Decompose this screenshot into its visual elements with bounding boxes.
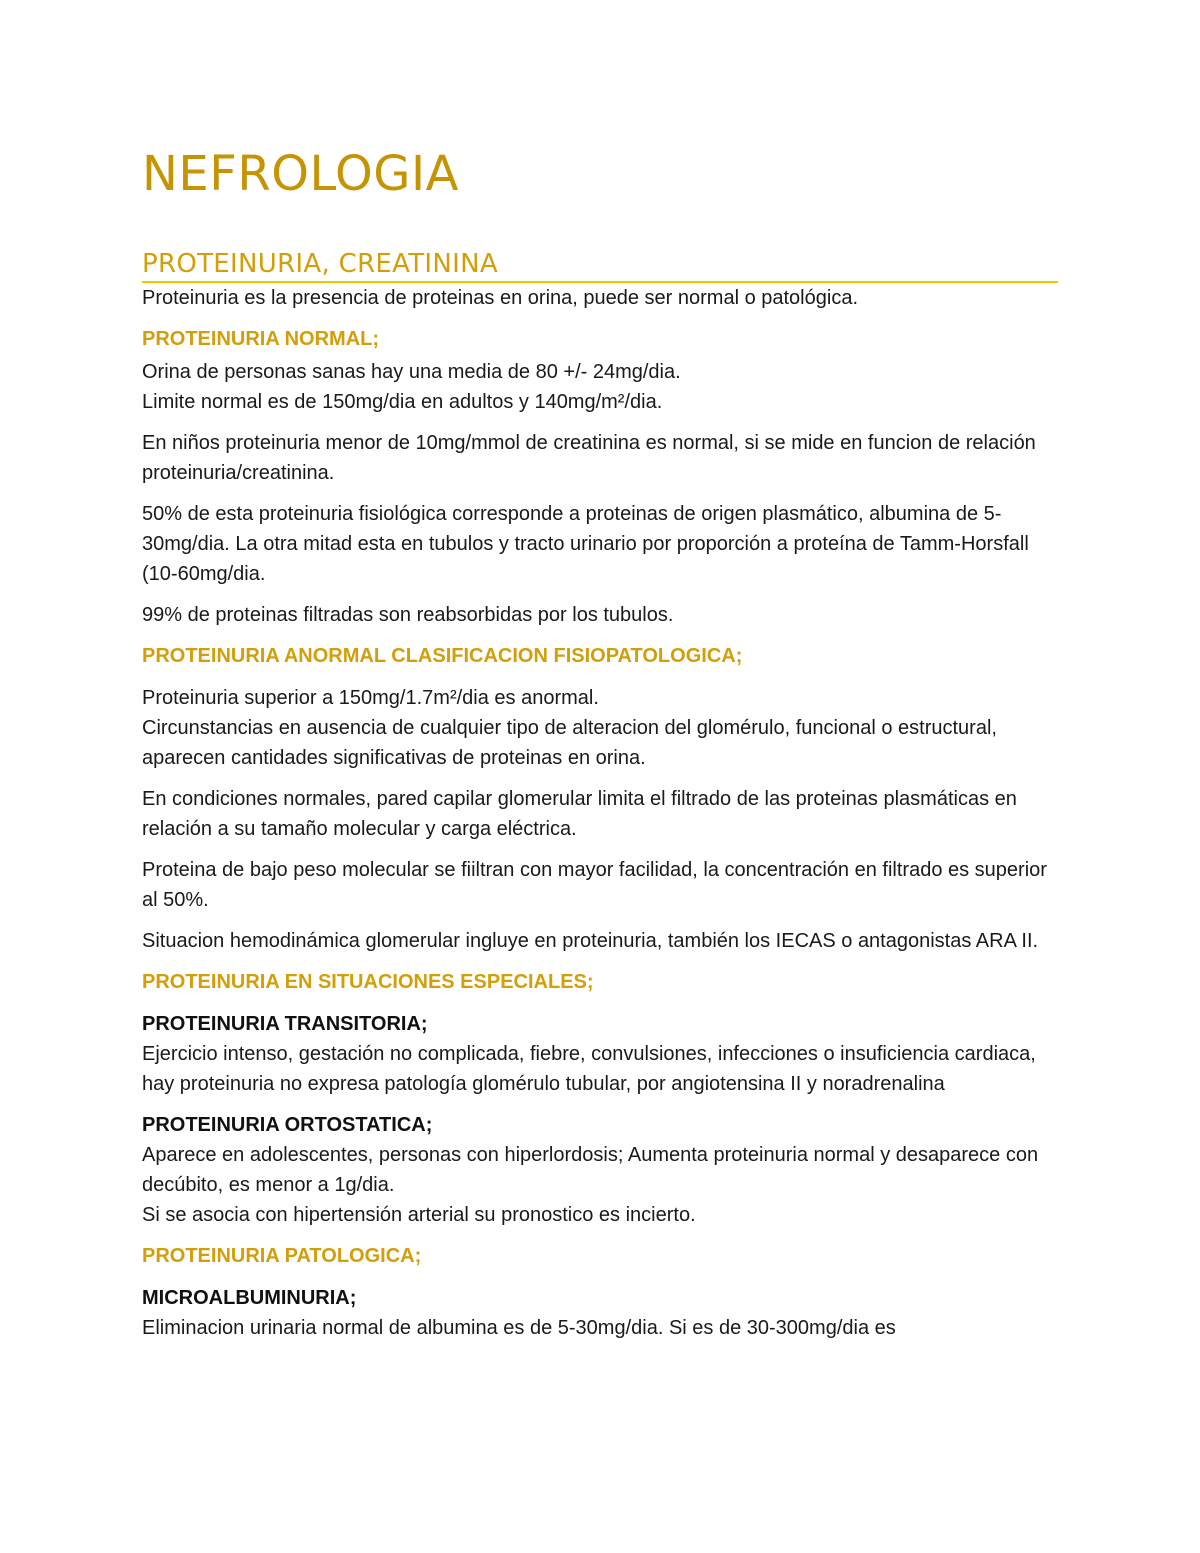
paragraph-hemodinamica: Situacion hemodinámica glomerular ingluye en proteinuria, también los IECAS o antagonistas ARA II.	[142, 930, 1039, 952]
paragraph-normal	[142, 357, 1060, 417]
text-line: Orina de personas sanas hay una media de 80 +/- 24mg/dia.	[142, 361, 681, 383]
document-body	[142, 283, 1060, 1354]
text-line: Proteinuria superior a 150mg/1.7m²/dia es anormal.	[142, 687, 599, 709]
paragraph-bajo-peso: Proteina de bajo peso molecular se fiiltran con mayor facilidad, la concentración en filtrado es superior al 50%.	[142, 859, 1047, 911]
paragraph-ortostatica	[142, 1140, 1060, 1230]
subheading-patologica: PROTEINURIA PATOLOGICA;	[142, 1245, 422, 1267]
subheading-proteinuria-normal: PROTEINURIA NORMAL;	[142, 328, 380, 350]
paragraph-reabsorbidas: 99% de proteinas filtradas son reabsorbidas por los tubulos.	[142, 604, 674, 626]
paragraph-condiciones: En condiciones normales, pared capilar glomerular limita el filtrado de las proteinas plasmáticas en relación a su tamaño molecular y carga eléctrica.	[142, 788, 1017, 840]
intro-paragraph: Proteinuria es la presencia de proteinas en orina, puede ser normal o patológica.	[142, 287, 858, 309]
text-line: Aparece en adolescentes, personas con hiperlordosis; Aumenta proteinuria normal y desaparece con decúbito, es menor a 1g/dia.	[142, 1144, 1039, 1196]
subheading-transitoria: PROTEINURIA TRANSITORIA;	[142, 1013, 428, 1035]
paragraph-microalbuminuria: Eliminacion urinaria normal de albumina es de 5-30mg/dia. Si es de 30-300mg/dia es	[142, 1317, 896, 1339]
text-line: Si se asocia con hipertensión arterial su pronostico es incierto.	[142, 1204, 696, 1226]
section-heading: PROTEINURIA, CREATININA	[142, 248, 1058, 283]
text-line: Limite normal es de 150mg/dia en adultos y 140mg/m²/dia.	[142, 391, 663, 413]
paragraph-anormal	[142, 683, 1060, 773]
subheading-proteinuria-anormal: PROTEINURIA ANORMAL CLASIFICACION FISIOPATOLOGICA;	[142, 645, 743, 667]
paragraph-transitoria: Ejercicio intenso, gestación no complicada, fiebre, convulsiones, infecciones o insuficiencia cardiaca, hay proteinuria no expresa patología glomérulo tubular, por angiotensina II y noradrenalina	[142, 1043, 1036, 1095]
document-title: NEFROLOGIA	[142, 146, 459, 202]
paragraph-fisiologica: 50% de esta proteinuria fisiológica corresponde a proteinas de origen plasmático, albumina de 5-30mg/dia. La otra mitad esta en tubulos y tracto urinario por proporción a proteína de Tamm-Horsfall (10-60mg/dia.	[142, 503, 1029, 585]
subheading-microalbuminuria: MICROALBUMINURIA;	[142, 1287, 357, 1309]
subheading-ortostatica: PROTEINURIA ORTOSTATICA;	[142, 1114, 433, 1136]
subheading-situaciones-especiales: PROTEINURIA EN SITUACIONES ESPECIALES;	[142, 971, 594, 993]
paragraph-ninos: En niños proteinuria menor de 10mg/mmol de creatinina es normal, si se mide en funcion de relación proteinuria/creatinina.	[142, 432, 1036, 484]
text-line: Circunstancias en ausencia de cualquier tipo de alteracion del glomérulo, funcional o estructural, aparecen cantidades significativas de proteinas en orina.	[142, 717, 997, 769]
